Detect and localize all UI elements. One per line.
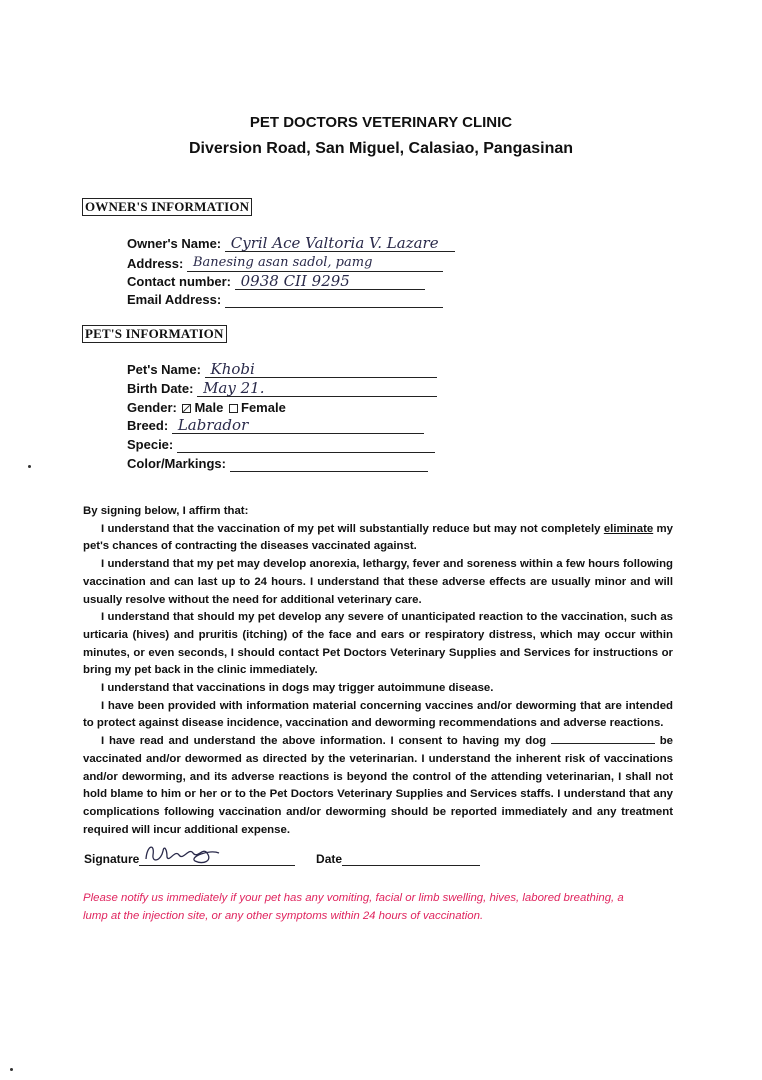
consent-paragraph-4: I understand that vaccinations in dogs may trigger autoimmune disease. [101, 682, 494, 695]
pet-gender-label: Gender: [127, 400, 177, 415]
gender-male-label: Male [194, 400, 224, 415]
owner-contact-label: Contact number: [127, 274, 231, 289]
consent-text [83, 503, 673, 839]
pet-birth-field[interactable] [197, 379, 437, 397]
consent-paragraph-3: I understand that should my pet develop any severe of unanticipated reaction to the vaccination, such as urticaria (hives) and pruritis (itching) of the face and ears or respiratory distress, which may occur within minutes, or even seconds, I should contact Pet Doctors Veterinary Supplies and Services for instructions or bring my pet back in the clinic immediately. [83, 611, 673, 677]
clinic-address: Diversion Road, San Miguel, Calasiao, Pangasinan [188, 140, 574, 157]
consent-p1-emphasis: eliminate [603, 522, 654, 535]
pet-birth-value: May 21. [203, 379, 265, 397]
pet-breed-field[interactable] [172, 416, 424, 434]
pet-name-label: Pet's Name: [127, 362, 201, 377]
owner-address-value: Banesing asan sadol, pamg [192, 255, 373, 270]
pet-birth-row [127, 381, 437, 397]
owner-address-field[interactable] [187, 257, 443, 272]
consent-paragraph-6 [83, 733, 673, 839]
owner-contact-value: 0938 CII 9295 [240, 272, 350, 290]
pet-color-row [127, 456, 428, 472]
consent-p6-rest: be vaccinated and/or dewormed as directed by the veterinarian. I understand the inherent risk of vaccinations and/or deworming, and its adverse reactions is beyond the control of the attending veterinarian, I shall not hold blame to him or her or to the Pet Doctors Veterinary Supplies and Services staffs. I understand that any complications following vaccination and/or deworming should be reported immediately and any treatment required will incur additional expense. [83, 735, 674, 836]
consent-p6-text: I have read and understand the above information. I consent to having my dog [101, 735, 547, 748]
owner-name-row [127, 236, 455, 252]
consent-paragraph-2: I understand that my pet may develop anorexia, lethargy, fever and soreness within a few hours following vaccination and can last up to 24 hours. I understand that these adverse effects are usually minor and will usually resolve without the need for additional veterinary care. [83, 558, 673, 606]
clinic-name: PET DOCTORS VETERINARY CLINIC [249, 114, 513, 131]
pet-birth-label: Birth Date: [127, 381, 194, 396]
pet-name-row [127, 362, 437, 378]
signature-row [84, 852, 480, 866]
pet-specie-field[interactable] [177, 438, 435, 453]
date-label: Date [316, 852, 343, 866]
owner-section-heading: OWNER'S INFORMATION [82, 198, 252, 216]
scan-speck [10, 1068, 13, 1071]
date-field[interactable] [342, 852, 480, 866]
pet-breed-label: Breed: [127, 418, 169, 433]
owner-address-label: Address: [127, 256, 184, 271]
consent-paragraph-5: I have been provided with information material concerning vaccines and/or deworming that are intended to protect against disease incidence, vaccination and deworming recommendations and adverse reactions. [83, 699, 673, 730]
pet-specie-row [127, 437, 435, 453]
gender-female-label: Female [241, 400, 286, 415]
owner-name-value: Cyril Ace Valtoria V. Lazare [230, 234, 439, 252]
gender-female-checkbox[interactable] [229, 404, 238, 413]
owner-email-label: Email Address: [127, 292, 222, 307]
gender-male-checkbox[interactable] [182, 404, 191, 413]
owner-name-label: Owner's Name: [127, 236, 222, 251]
signature-field[interactable] [139, 852, 295, 866]
owner-email-row [127, 292, 443, 308]
pet-breed-row [127, 418, 424, 434]
owner-email-field[interactable] [225, 293, 443, 308]
pet-color-label: Color/Markings: [127, 456, 226, 471]
pet-gender-row [127, 400, 286, 416]
pet-name-value: Khobi [210, 360, 255, 378]
consent-p1-text: I understand that the vaccination of my pet will substantially reduce but may not completely [101, 522, 601, 535]
consent-intro: By signing below, I affirm that: [83, 505, 249, 517]
owner-name-field[interactable] [225, 234, 455, 252]
dog-name-blank[interactable] [551, 733, 655, 744]
signature-scribble [143, 841, 223, 867]
pet-section-heading: PET'S INFORMATION [82, 325, 227, 343]
consent-p1-end: my pet's chances of contracting the diseases vaccinated against. [83, 522, 673, 553]
pet-breed-value: Labrador [177, 416, 249, 434]
consent-paragraph-1 [83, 521, 673, 556]
owner-contact-field[interactable] [235, 272, 425, 290]
pet-specie-label: Specie: [127, 437, 174, 452]
pet-color-field[interactable] [230, 457, 428, 472]
footer-note: Please notify us immediately if your pet has any vomiting, facial or limb swelling, hives, labored breathing, a lump at the injection site, or any other symptoms within 24 hours of vaccination. [83, 892, 624, 922]
owner-address-row [127, 256, 443, 272]
pet-name-field[interactable] [205, 360, 437, 378]
signature-label: Signature [84, 852, 140, 866]
scan-speck [28, 465, 31, 468]
owner-contact-row [127, 274, 425, 290]
